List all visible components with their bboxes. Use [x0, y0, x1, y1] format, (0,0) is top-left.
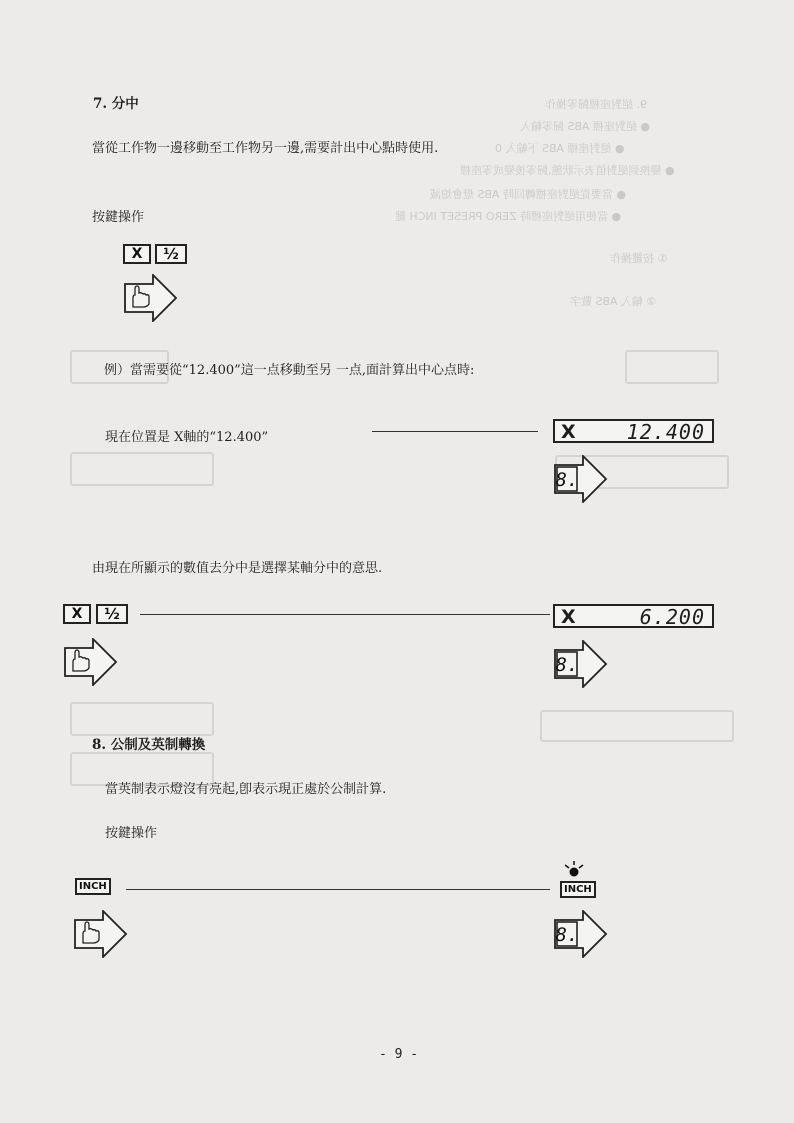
connector-line: [372, 431, 538, 432]
example-text: 例）當需要從“12.400”這一点移動至另 一点,面計算出中心点時:: [104, 363, 475, 378]
axis-display: [553, 419, 714, 443]
display-value: 6.200: [639, 605, 705, 629]
bleed-through-text: ② 輸入 ABS 數字: [570, 295, 657, 308]
bleed-through-text: ● 當要從絕對座標轉回時 ABS 燈會熄滅: [430, 188, 626, 201]
axis-display: [553, 604, 714, 628]
display-result-icon: [553, 910, 609, 958]
inch-key[interactable]: INCH: [75, 878, 111, 895]
hand-press-icon: [123, 274, 179, 322]
bleed-through-box: [70, 452, 214, 486]
indicator-lamp-icon: [563, 860, 585, 880]
bleed-through-text: ● 當使用絕對座標時 ZERO PRESET INCH 鍵: [395, 210, 622, 223]
section-heading: 8. 公制及英制轉換: [92, 737, 206, 753]
paragraph: 由現在所顯示的數值去分中是選擇某軸分中的意思.: [92, 561, 383, 576]
display-result-icon: [553, 640, 609, 688]
connector-line: [126, 889, 550, 890]
bleed-through-text: 9. 絕對座標歸零操作: [545, 98, 647, 111]
page-number: - 9 -: [379, 1047, 419, 1062]
svg-text:8.: 8.: [555, 654, 579, 676]
axis-label: X: [561, 606, 576, 628]
bleed-through-text: ● 絕對座標 ABS 下輸入 0: [495, 142, 625, 155]
paragraph: 當英制表示燈沒有亮起,卽表示現正處於公制計算.: [105, 782, 387, 797]
current-position-text: 現在位置是 X軸的“12.400”: [105, 430, 269, 445]
hand-press-icon: [73, 910, 129, 958]
x-key[interactable]: X: [123, 244, 151, 264]
hand-press-icon: [63, 638, 119, 686]
bleed-through-text: ① 按鍵操作: [610, 252, 668, 265]
half-key[interactable]: ½: [96, 604, 128, 624]
svg-text:8.: 8.: [555, 924, 579, 946]
x-key[interactable]: X: [63, 604, 91, 624]
half-key[interactable]: ½: [155, 244, 187, 264]
display-result-icon: [553, 455, 609, 503]
paragraph: 當從工作物一邊移動至工作物另一邊,需要計出中心點時使用.: [92, 141, 439, 156]
bleed-through-box: [70, 702, 214, 736]
key-operation-label: 按鍵操作: [92, 210, 145, 225]
bleed-through-text: ● 變換到絕對值表示狀態,歸零後變成零座標: [460, 164, 675, 177]
inch-indicator: INCH: [560, 881, 596, 898]
key-operation-label: 按鍵操作: [105, 826, 158, 841]
bleed-through-box: [625, 350, 719, 384]
section-heading: 7. 分中: [93, 96, 139, 112]
connector-line: [140, 614, 550, 615]
bleed-through-text: ● 絕對座標 ABS 歸零輸入: [520, 120, 650, 133]
svg-text:8.: 8.: [555, 469, 579, 491]
axis-label: X: [561, 421, 576, 443]
bleed-through-box: [540, 710, 734, 742]
display-value: 12.400: [626, 420, 705, 444]
